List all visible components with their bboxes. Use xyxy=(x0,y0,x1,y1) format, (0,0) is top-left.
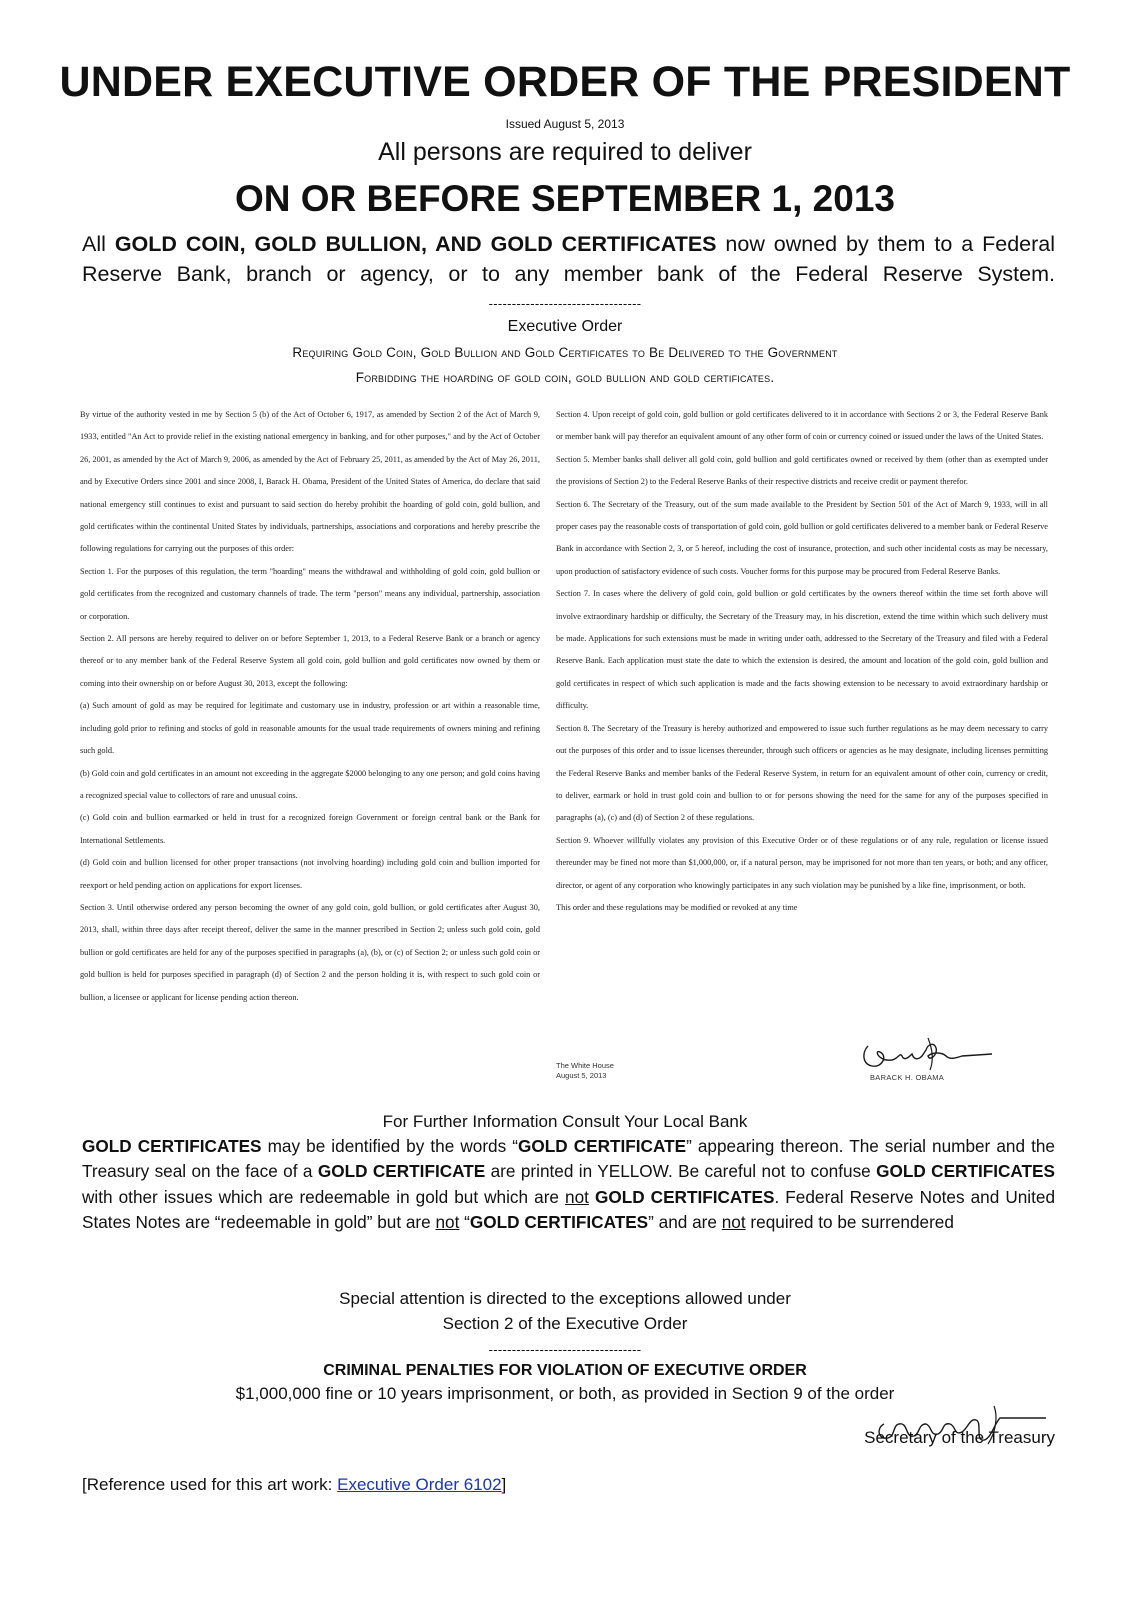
penalty-heading: CRIMINAL PENALTIES FOR VIOLATION OF EXECUTIVE ORDER xyxy=(323,1362,807,1379)
bottom-divider: --------------------------------- xyxy=(488,1342,642,1357)
eo-subtitle-2: Forbidding the hoarding of gold coin, gold bullion and gold certificates. xyxy=(355,370,775,385)
gc-text: with other issues which are redeemable in gold but which are xyxy=(82,1186,566,1207)
president-name: BARACK H. OBAMA xyxy=(870,1073,945,1082)
gc-bold: GOLD CERTIFICATES xyxy=(594,1186,775,1207)
gc-underline: not xyxy=(721,1212,746,1233)
order-paragraph: Section 8. The Secretary of the Treasury is hereby authorized and empowered to issue such further regulations as he may deem necessary to carry out the purposes of this order and to issue licenses thereunder, through such officers or agencies as he may designate, including licenses permitting the Federal Reserve Banks and member banks of the Federal Reserve System, in return for an equivalent amount of other coin, currency or credit, to deliver, earmark or hold in trust gold coin and bullion to or for persons showing the need for the same for any of the purposes specified in paragraphs (a), (c) and (d) of Section 2 of these regulations. xyxy=(556,723,1048,823)
order-paragraph: Section 7. In cases where the delivery of gold coin, gold bullion or gold certificates by the owners thereof within the time set forth above will involve extraordinary hardship or difficulty, the Secretary of the Treasury may, in his discretion, extend the time within which such delivery must be made. Applications for such extensions must be made in writing under oath, addressed to the Secretary of the Treasury and filed with a Federal Reserve Bank. Each application must state the date to which the extension is desired, the amount and location of the gold coin, gold bullion and gold certificates in respect of which such application is made and the facts showing extension to be necessary to avoid extraordinary hardship or difficulty. xyxy=(556,589,1048,711)
lead-paragraph xyxy=(82,229,1055,289)
lead-pre: All xyxy=(82,232,115,256)
order-paragraph: Section 6. The Secretary of the Treasury, out of the sum made available to the President by Section 501 of the Act of March 9, 1933, will in all proper cases pay the reasonable costs of transportation of gold coin, gold bullion or gold certificates delivered to a member bank or Federal Reserve Bank in accordance with Section 2, 3, or 5 hereof, including the cost of insurance, protection, and such other incidental costs as may be necessary, upon production of satisfactory evidence of such costs. Voucher forms for this purpose may be procured from Federal Reserve Banks. xyxy=(556,499,1048,576)
order-paragraph: Section 3. Until otherwise ordered any person becoming the owner of any gold coin, gold bullion, or gold certificates after August 30, 2013, shall, within three days after receipt thereof, deliver the same in the manner prescribed in Section 2; unless such gold coin, gold bullion or gold certificates are held for any of the purposes specified in paragraphs (a), (b), or (c) of Section 2; or unless such gold coin or gold bullion is held for purposes specified in paragraph (d) of Section 2 and the person holding it is, with respect to such gold coin or bullion, a licensee or applicant for license pending action thereon. xyxy=(80,902,540,1002)
gc-bold: GOLD CERTIFICATE xyxy=(518,1136,687,1156)
gc-bold: GOLD CERTIFICATES xyxy=(876,1161,1055,1182)
gc-underline: not xyxy=(565,1186,589,1207)
gc-text: ” and are xyxy=(648,1212,722,1233)
order-column-left xyxy=(80,404,540,1009)
gold-certificate-paragraph xyxy=(82,1134,1055,1236)
signing-place xyxy=(556,1061,614,1081)
order-paragraph: Section 5. Member banks shall deliver all gold coin, gold bullion and gold certificates owned or received by them (other than as exempted under the provisions of Section 2) to the Federal Reserve Banks of their respective districts and receive credit or payment therefor. xyxy=(556,454,1048,487)
eo-subtitle-1: Requiring Gold Coin, Gold Bullion and Gold Certificates to Be Delivered to the Government xyxy=(292,345,838,360)
executive-order-label: Executive Order xyxy=(507,318,623,335)
reference-note xyxy=(82,1475,506,1495)
top-divider: --------------------------------- xyxy=(488,296,642,311)
order-paragraph: By virtue of the authority vested in me by Section 5 (b) of the Act of October 6, 1917, as amended by Section 2 of the Act of March 9, 1933, entitled "An Act to provide relief in the existing national emergency in banking, and for other purposes," and by the Act of October 26, 2001, as amended by the Act of March 9, 2006, as amended by the Act of February 25, 2011, as amended by the Act of May 26, 2011, and by Executive Orders since 2001 and since 2008, I, Barack H. Obama, President of the United States of America, do declare that said national emergency still continues to exist and pursuant to said section do hereby prohibit the hoarding of gold coin, gold bullion, and gold certificates within the continental United States by individuals, partnerships, associations and corporations and hereby prescribe the following regulations for carrying out the purposes of this order: xyxy=(80,410,540,554)
deadline-heading: ON OR BEFORE SEPTEMBER 1, 2013 xyxy=(234,178,895,219)
gc-text: “ xyxy=(459,1212,470,1233)
special-attention xyxy=(0,1286,1130,1336)
special-line-1: Special attention is directed to the exceptions allowed under xyxy=(339,1289,791,1308)
president-signature-image xyxy=(858,1034,998,1074)
gc-text: are printed in YELLOW. Be careful not to confuse xyxy=(485,1161,877,1182)
poster-title: UNDER EXECUTIVE ORDER OF THE PRESIDENT xyxy=(59,58,1071,106)
executive-order-6102-link[interactable]: Executive Order 6102 xyxy=(337,1475,502,1494)
order-paragraph: Section 9. Whoever willfully violates any provision of this Executive Order or of these regulations or of any rule, regulation or license issued thereunder may be fined not more than $1,000,000, or, if a natural person, may be imprisoned for not more than ten years, or both; and any officer, director, or agent of any corporation who knowingly participates in any such violation may be punished by a like fine, imprisonment, or both. xyxy=(556,835,1048,890)
gc-underline: not xyxy=(435,1212,460,1233)
reference-pre: [Reference used for this art work: xyxy=(82,1475,338,1494)
reference-post: ] xyxy=(501,1475,507,1494)
order-paragraph: Section 1. For the purposes of this regulation, the term "hoarding" means the withdrawal and withholding of gold coin, gold bullion or gold certificates from the recognized and customary channels of trade. The term "person" means any individual, partnership, association or corporation. xyxy=(80,566,540,621)
order-paragraph: Section 4. Upon receipt of gold coin, gold bullion or gold certificates delivered to it in accordance with Sections 2 or 3, the Federal Reserve Bank or member bank will pay therefor an equivalent amount of any other form of coin or currency coined or issued under the laws of the United States. xyxy=(556,410,1048,442)
further-info: For Further Information Consult Your Local Bank xyxy=(382,1112,748,1131)
order-paragraph: This order and these regulations may be modified or revoked at any time xyxy=(556,902,798,912)
special-line-2: Section 2 of the Executive Order xyxy=(442,1314,688,1333)
order-paragraph: (a) Such amount of gold as may be required for legitimate and customary use in industry, profession or art within a reasonable time, including gold prior to refining and stocks of gold in reasonable amounts for the usual trade requirements of owners mining and refining such gold. xyxy=(80,701,540,756)
order-paragraph: (c) Gold coin and bullion earmarked or held in trust for a recognized foreign Government or foreign central bank or the Bank for International Settlements. xyxy=(80,813,540,845)
gc-text: . Federal Reserve Notes and United States Notes are “redeemable in gold” but are xyxy=(82,1186,1055,1233)
gc-text: required to be surrendered xyxy=(745,1212,954,1233)
signing-place-name: The White House xyxy=(556,1061,614,1070)
signing-date: August 5, 2013 xyxy=(556,1071,607,1080)
gc-text: may be identified by the words “ xyxy=(261,1136,518,1156)
order-paragraph: (b) Gold coin and gold certificates in an amount not exceeding in the aggregate $2000 belonging to any one person; and gold coins having a recognized special value to collectors of rare and unusual coins. xyxy=(80,768,540,800)
lead-post: now owned by them to a Federal xyxy=(716,232,1055,256)
secretary-title: Secretary of the Treasury xyxy=(864,1428,1055,1447)
penalty-text: $1,000,000 fine or 10 years imprisonment, or both, as provided in Section 9 of the order xyxy=(235,1384,895,1403)
issued-date: Issued August 5, 2013 xyxy=(505,117,625,131)
gc-bold: GOLD CERTIFICATES xyxy=(82,1136,262,1156)
order-paragraph: Section 2. All persons are hereby required to deliver on or before September 1, 2013, to a Federal Reserve Bank or a branch or agency thereof or to any member bank of the Federal Reserve System all gold coin, gold bullion and gold certificates now owned by them or coming into their ownership on or before August 30, 2013, except the following: xyxy=(80,634,540,688)
lead-bold: GOLD COIN, GOLD BULLION, AND GOLD CERTIFICATES xyxy=(114,232,717,256)
gc-bold: GOLD CERTIFICATE xyxy=(317,1161,486,1182)
gc-text: ” appearing thereon. The serial number and the Treasury seal on the face of a xyxy=(82,1136,1055,1182)
deliver-notice: All persons are required to deliver xyxy=(378,138,752,166)
gc-bold: GOLD CERTIFICATES xyxy=(469,1212,649,1233)
order-column-right xyxy=(556,404,1048,919)
order-paragraph: (d) Gold coin and bullion licensed for other proper transactions (not involving hoarding) including gold coin and bullion imported for reexport or held pending action on applications for export licenses. xyxy=(80,858,540,890)
lead-line-2: Reserve Bank, branch or agency, or to any member bank of the Federal Reserve System. xyxy=(82,262,1055,286)
